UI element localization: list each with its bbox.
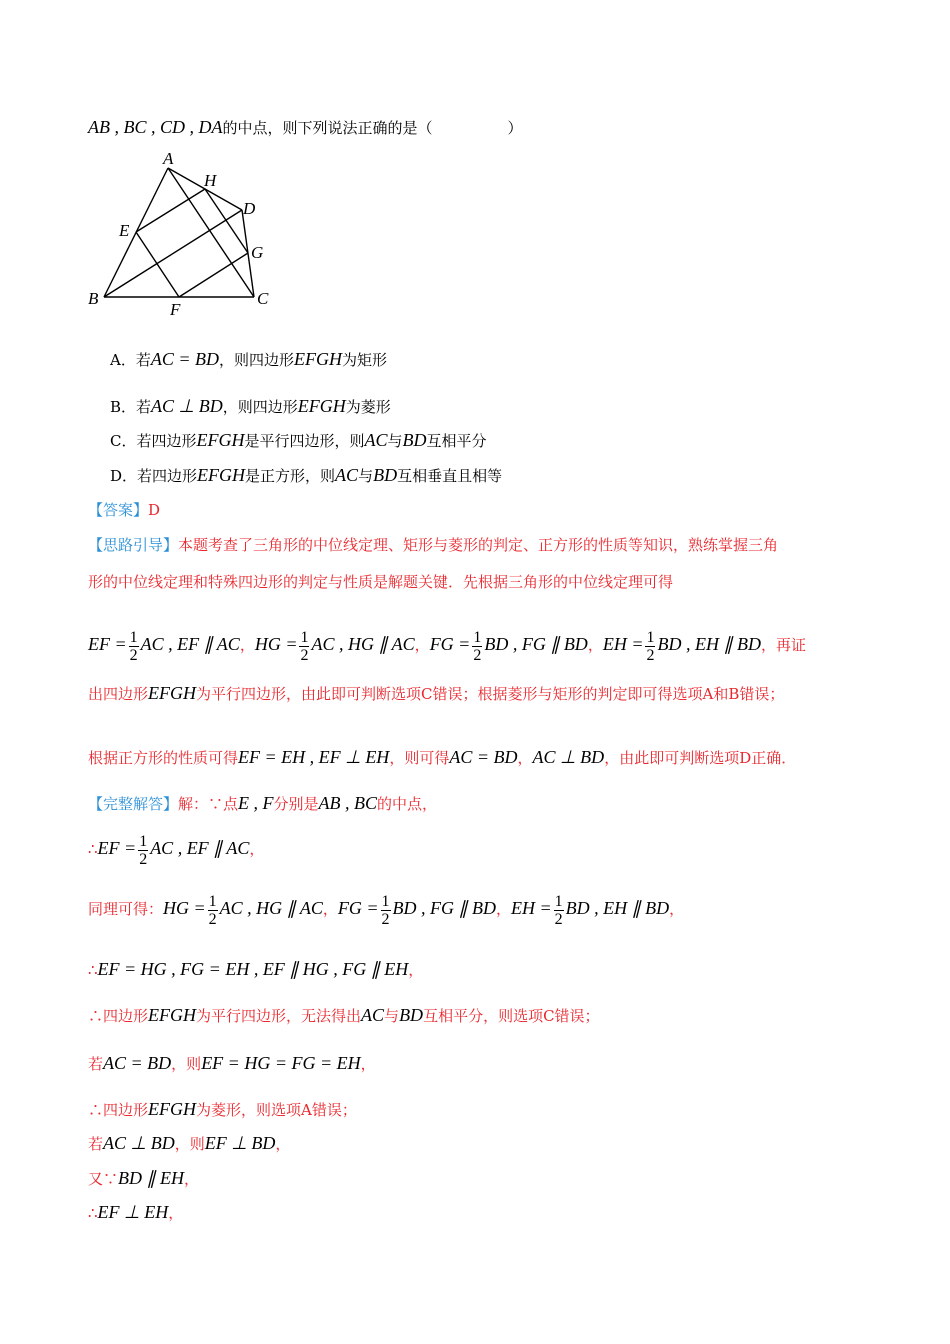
option-c-lead: C．若四边形 [110, 432, 197, 450]
eq-eh-rest: BD , EH ∥ BD [657, 634, 761, 654]
answer-value: D [148, 501, 161, 519]
option-c-math3: BD [402, 430, 427, 450]
solution-line-6: 若AC = BD，则EF = HG = FG = EH， [88, 1053, 376, 1073]
fraction-half: $\frac{1}{2}$ [208, 892, 217, 928]
fraction-half: $\frac{1}{2}$ [139, 832, 148, 868]
option-c-text2: 是平行四边形，则 [244, 432, 365, 450]
option-b [110, 395, 391, 418]
option-d-math2: AC [335, 465, 359, 485]
label-e: E [119, 221, 130, 240]
fraction-half: $\frac{1}{2}$ [473, 628, 482, 664]
segment-fe [136, 232, 179, 297]
label-f: F [170, 300, 181, 319]
eq-eh: EH = [602, 634, 644, 654]
analysis-line-1 [88, 534, 778, 556]
stem-math: AB , BC , CD , DA [88, 117, 223, 137]
option-c [110, 429, 487, 452]
label-c: C [257, 289, 269, 308]
option-a-text3: 为矩形 [342, 351, 388, 369]
option-a-text2: ，则四边形 [219, 351, 295, 369]
label-a: A [163, 149, 174, 168]
option-d-math1: EFGH [197, 465, 246, 485]
option-c-text4: 互相平分 [426, 432, 487, 450]
option-b-text3: 为菱形 [345, 398, 391, 416]
fraction-half: $\frac{1}{2}$ [300, 628, 309, 664]
label-g: G [251, 243, 264, 262]
option-c-math2: AC [364, 430, 388, 450]
analysis-text-1: 本题考查了三角形的中位线定理、矩形与菱形的判定、正方形的性质等知识，熟练掌握三角 [178, 536, 779, 554]
segment-gf [179, 253, 248, 297]
option-d-lead: D．若四边形 [110, 467, 198, 485]
option-b-math1: AC ⊥ BD [151, 396, 223, 416]
option-a-math2: EFGH [294, 349, 343, 369]
eq-hg-rest: AC , HG ∥ AC [311, 634, 415, 654]
fraction-half: $\frac{1}{2}$ [129, 628, 138, 664]
stem-text: 的中点，则下列说法正确的是（ ） [222, 119, 523, 137]
solution-line-8: 若AC ⊥ BD，则EF ⊥ BD， [88, 1133, 291, 1153]
answer-line [88, 499, 160, 521]
option-c-text3: 与 [387, 432, 403, 450]
fraction-half: $\frac{1}{2}$ [554, 892, 563, 928]
analysis-line-4: 出四边形EFGH为平行四边形，由此即可判断选项C错误；根据菱形与矩形的判定即可得选项A和B错误； [88, 683, 785, 703]
solution-line-2: ∴EF = $\frac{1}{2}$ AC , EF ∥ AC， [88, 832, 265, 868]
eq-ef-rest: AC , EF ∥ AC [140, 634, 240, 654]
solution-line-4: ∴EF = HG , FG = EH , EF ∥ HG , FG ∥ EH， [88, 959, 424, 979]
option-b-text2: ，则四边形 [222, 398, 298, 416]
option-d-math3: BD [373, 465, 398, 485]
analysis-equation-line: EF = $\frac{1}{2}$ AC , EF ∥ AC，HG = $\frac{1}{2}$ AC , HG ∥ AC，FG = $\frac{1}{2}$ BD , FG ∥ BD，EH = $\frac{1}{2}$ BD , EH ∥ BD，再证 [88, 628, 806, 664]
option-b-lead: B．若 [110, 398, 152, 416]
label-h: H [204, 171, 217, 190]
option-d-text3: 与 [358, 467, 374, 485]
eq-ef: EF = [88, 634, 127, 654]
eq-fg: FG = [429, 634, 471, 654]
eq-fg-rest: BD , FG ∥ BD [484, 634, 588, 654]
option-d [110, 464, 502, 487]
eq-tail: ，再证 [760, 636, 806, 654]
solution-line-9: 又∵BD ∥ EH， [88, 1168, 200, 1188]
question-stem [88, 116, 523, 139]
solution-line-10: ∴EF ⊥ EH， [88, 1202, 184, 1222]
answer-tag: 【答案】 [88, 501, 149, 519]
solution-tag: 【完整解答】 [88, 795, 179, 813]
option-d-text2: 是正方形，则 [245, 467, 336, 485]
label-b: B [88, 289, 99, 308]
option-a-lead: A．若 [110, 351, 151, 369]
option-a [110, 348, 387, 371]
solution-line-3: 同理可得：HG = $\frac{1}{2}$ AC , HG ∥ AC，FG = $\frac{1}{2}$ BD , FG ∥ BD，EH = $\frac{1}{2}$ BD , EH ∥ BD， [88, 892, 685, 928]
analysis-line-2: 形的中位线定理和特殊四边形的判定与性质是解题关键．先根据三角形的中位线定理可得 [88, 573, 674, 591]
eq-hg: HG = [254, 634, 298, 654]
solution-line-7: ∴四边形EFGH为菱形，则选项A错误； [88, 1099, 357, 1119]
fraction-half: $\frac{1}{2}$ [646, 628, 655, 664]
option-d-text4: 互相垂直且相等 [397, 467, 503, 485]
geometry-figure [84, 146, 284, 321]
option-a-math1: AC = BD [150, 349, 219, 369]
label-d: D [243, 199, 256, 218]
solution-line-5: ∴四边形EFGH为平行四边形，无法得出AC与BD互相平分，则选项C错误； [88, 1005, 600, 1025]
option-c-math1: EFGH [196, 430, 245, 450]
analysis-line-5: 根据正方形的性质可得EF = EH , EF ⊥ EH，则可得AC = BD，AC ⊥ BD，由此即可判断选项D正确． [88, 747, 797, 767]
option-b-math2: EFGH [297, 396, 346, 416]
analysis-tag: 【思路引导】 [88, 536, 179, 554]
solution-line-1: 【完整解答】解：∵点E , F分别是AB , BC的中点， [88, 793, 438, 813]
segment-hg [205, 189, 248, 253]
fraction-half: $\frac{1}{2}$ [381, 892, 390, 928]
